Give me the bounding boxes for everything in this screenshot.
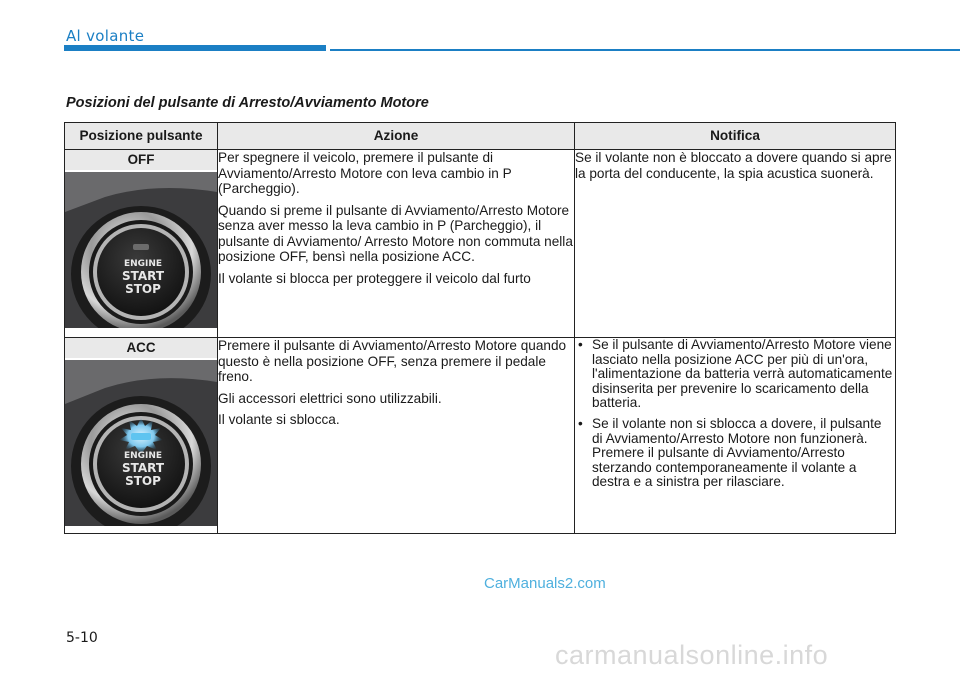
button-text-stop: STOP xyxy=(125,282,161,296)
table-row-off xyxy=(65,150,896,338)
notification-cell-off xyxy=(575,150,896,338)
list-item: • Se il pulsante di Avviamento/Arresto Motore viene lasciato nella posizione ACC per più di un'ora, l'alimentazione da batteria verrà automaticamente disinserita per prevenire lo scaricamento della batteria. xyxy=(592,338,895,411)
watermark-site: carmanualsonline.info xyxy=(555,640,829,670)
position-label-off: OFF xyxy=(65,150,217,170)
action-acc-paragraph-2: Gli accessori elettrici sono utilizzabili. xyxy=(218,390,442,406)
button-text-stop: STOP xyxy=(125,474,161,488)
action-cell-acc xyxy=(218,338,575,534)
button-text-start: START xyxy=(121,269,165,283)
notification-cell-acc xyxy=(575,338,896,534)
notification-acc-list xyxy=(575,338,895,490)
column-header-action: Azione xyxy=(218,123,575,150)
button-text-engine: ENGINE xyxy=(123,259,163,269)
header-rule-thin xyxy=(330,49,960,51)
engine-button-acc-image xyxy=(65,360,217,526)
position-label-acc: ACC xyxy=(65,338,217,358)
engine-button-off-icon xyxy=(65,172,217,328)
engine-button-off-image xyxy=(65,172,217,328)
position-cell-acc xyxy=(65,338,218,534)
page-number: 5-10 xyxy=(66,630,98,646)
table-header-row xyxy=(65,123,896,150)
action-off-paragraph-1: Per spegnere il veicolo, premere il pulsante di Avviamento/Arresto Motore con leva cambio in P (Parcheggio). xyxy=(218,150,512,196)
action-cell-off xyxy=(218,150,575,338)
notification-off-paragraph: Se il volante non è bloccato a dovere quando si apre la porta del conducente, la spia acustica suonerà. xyxy=(575,150,892,181)
action-acc-paragraph-1: Premere il pulsante di Avviamento/Arresto Motore quando questo è nella posizione OFF, senza premere il pedale freno. xyxy=(218,338,567,384)
button-text-engine: ENGINE xyxy=(123,451,163,461)
position-cell-off xyxy=(65,150,218,338)
action-off-paragraph-3: Il volante si blocca per proteggere il veicolo dal furto xyxy=(218,270,531,286)
watermark-link[interactable]: CarManuals2.com xyxy=(484,575,606,592)
table-row-acc xyxy=(65,338,896,534)
action-acc-paragraph-3: Il volante si sblocca. xyxy=(218,412,340,427)
column-header-notification: Notifica xyxy=(575,123,896,150)
engine-button-acc-icon xyxy=(65,360,217,526)
action-off-paragraph-2: Quando si preme il pulsante di Avviamento/Arresto Motore senza aver messo la leva cambio in P (Parcheggio), il pulsante di Avviamento/ Arresto Motore non commuta nella posizione OFF, bensì nella posizione ACC. xyxy=(218,202,573,264)
list-item: • Se il volante non si sblocca a dovere, il pulsante di Avviamento/Arresto Motore non funzionerà. Premere il pulsante di Avviamento/Arresto sterzando contemporaneamente il volante a destra e a sinistra per rilasciare. xyxy=(592,417,895,490)
section-title: Al volante xyxy=(66,27,145,45)
header-rule-thick xyxy=(64,45,326,51)
column-header-position: Posizione pulsante xyxy=(65,123,218,150)
button-positions-table xyxy=(64,122,896,534)
page-heading: Posizioni del pulsante di Arresto/Avviamento Motore xyxy=(66,95,429,111)
button-text-start: START xyxy=(121,461,165,475)
